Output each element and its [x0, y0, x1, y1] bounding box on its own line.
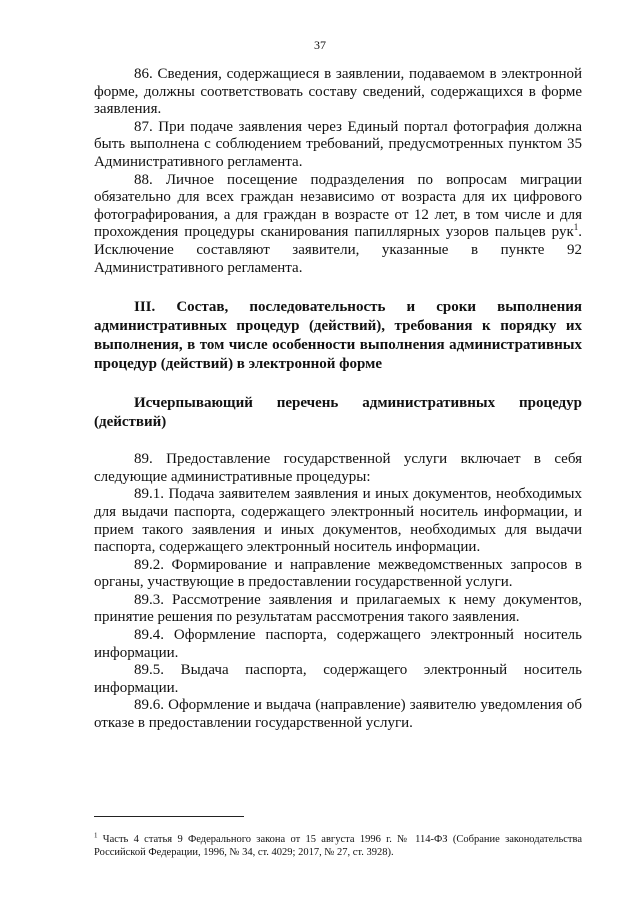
footnote-text: Часть 4 статья 9 Федерального закона от 15 августа 1996 г. № 114-ФЗ (Собрание законодательства Российской Федерации, 1996, № 34, ст. 4029; 2017, № 27, ст. 3928).	[94, 833, 582, 858]
list-item-89-6: 89.6. Оформление и выдача (направление) заявителю уведомления об отказе в предоставлении государственной услуги.	[94, 697, 582, 732]
list-item-89-2: 89.2. Формирование и направление межведомственных запросов в органы, участвующие в предоставлении государственной услуги.	[94, 556, 582, 591]
page-number: 37	[314, 38, 326, 52]
footnote-reference: 1	[573, 222, 579, 233]
paragraph-88-text: 88. Личное посещение подразделения по вопросам миграции обязательно для всех граждан независимо от возраста для их цифрового фотографирования, а для граждан в возрасте от 12 лет, в том числе и для прохождения процедуры сканирования папиллярных узоров пальцев рук	[94, 171, 582, 241]
list-item-89-1: 89.1. Подача заявителем заявления и иных документов, необходимых для выдачи паспорта, содержащего электронный носитель информации, и прием такого заявления и иных документов, необходимых для выдачи паспорта, содержащего электронный носитель информации.	[94, 486, 582, 556]
list-item-89-4: 89.4. Оформление паспорта, содержащего электронный носитель информации.	[94, 627, 582, 661]
paragraph-87: 87. При подаче заявления через Единый портал фотография должна быть выполнена с соблюдением требований, предусмотренных пунктом 35 Административного регламента.	[94, 118, 582, 170]
paragraph-89: 89. Предоставление государственной услуги включает в себя следующие административные процедуры:	[94, 451, 582, 485]
list-item-89-3: 89.3. Рассмотрение заявления и прилагаемых к нему документов, принятие решения по результатам рассмотрения такого заявления.	[94, 591, 582, 626]
paragraph-88	[94, 172, 582, 278]
section-heading-iii: III. Состав, последовательность и сроки выполнения административных процедур (действий), требования к порядку их выполнения, в том числе особенности выполнения административных процедур (действий) в электронной форме	[94, 299, 582, 373]
footnote-marker: 1	[94, 831, 98, 839]
paragraph-86: 86. Сведения, содержащиеся в заявлении, подаваемом в электронной форме, должны соответствовать составу сведений, содержащихся в форме заявления.	[94, 66, 582, 118]
page-body	[94, 66, 582, 733]
paragraph-88-tail: . Исключение составляют заявители, указанные в пункте 92 Административного регламента.	[94, 224, 582, 276]
footnote	[94, 833, 582, 860]
subsection-heading-procedures: Исчерпывающий перечень административных процедур (действий)	[94, 395, 582, 431]
list-item-89-5: 89.5. Выдача паспорта, содержащего электронный носитель информации.	[94, 662, 582, 696]
footnote-divider	[94, 816, 244, 817]
